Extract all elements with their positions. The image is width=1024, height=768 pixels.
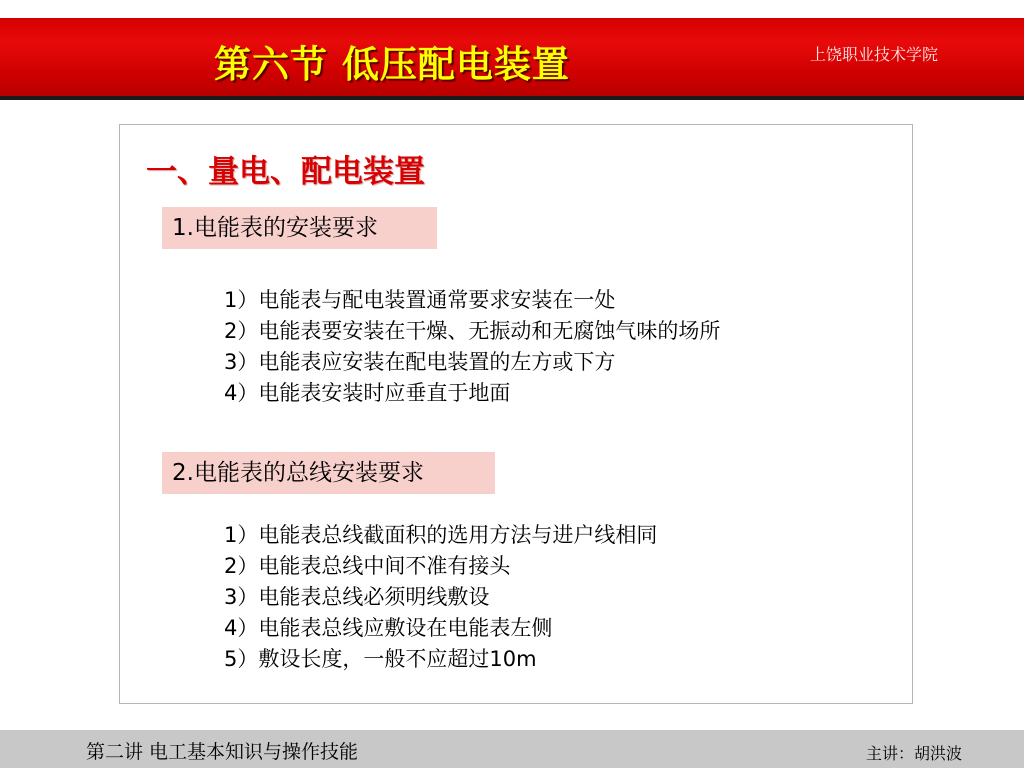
slide-title: 第六节 低压配电装置 xyxy=(214,43,570,86)
course-title: 第二讲 电工基本知识与操作技能 xyxy=(86,741,359,763)
list-item: 4）电能表总线应敷设在电能表左侧 xyxy=(224,616,553,640)
lecturer-name: 主讲：胡洪波 xyxy=(866,744,963,763)
subheading-meter-bus-wiring: 2.电能表的总线安装要求 xyxy=(162,452,495,494)
school-name: 上饶职业技术学院 xyxy=(810,45,939,64)
list-item: 1）电能表总线截面积的选用方法与进户线相同 xyxy=(224,523,658,547)
list-item: 2）电能表总线中间不准有接头 xyxy=(224,554,511,578)
list-item: 4）电能表安装时应垂直于地面 xyxy=(224,381,511,405)
list-item: 3）电能表应安装在配电装置的左方或下方 xyxy=(224,350,616,374)
header-underline xyxy=(0,96,1024,100)
list-item: 3）电能表总线必须明线敷设 xyxy=(224,585,490,609)
subheading-meter-installation: 1.电能表的安装要求 xyxy=(162,207,437,249)
list-item: 1）电能表与配电装置通常要求安装在一处 xyxy=(224,288,616,312)
meter-bus-wiring-list xyxy=(224,520,657,675)
list-item: 5）敷设长度，一般不应超过10m xyxy=(224,647,537,671)
meter-installation-list xyxy=(224,285,720,409)
main-heading: 一、量电、配电装置 xyxy=(146,154,425,190)
list-item: 2）电能表要安装在干燥、无振动和无腐蚀气味的场所 xyxy=(224,319,721,343)
